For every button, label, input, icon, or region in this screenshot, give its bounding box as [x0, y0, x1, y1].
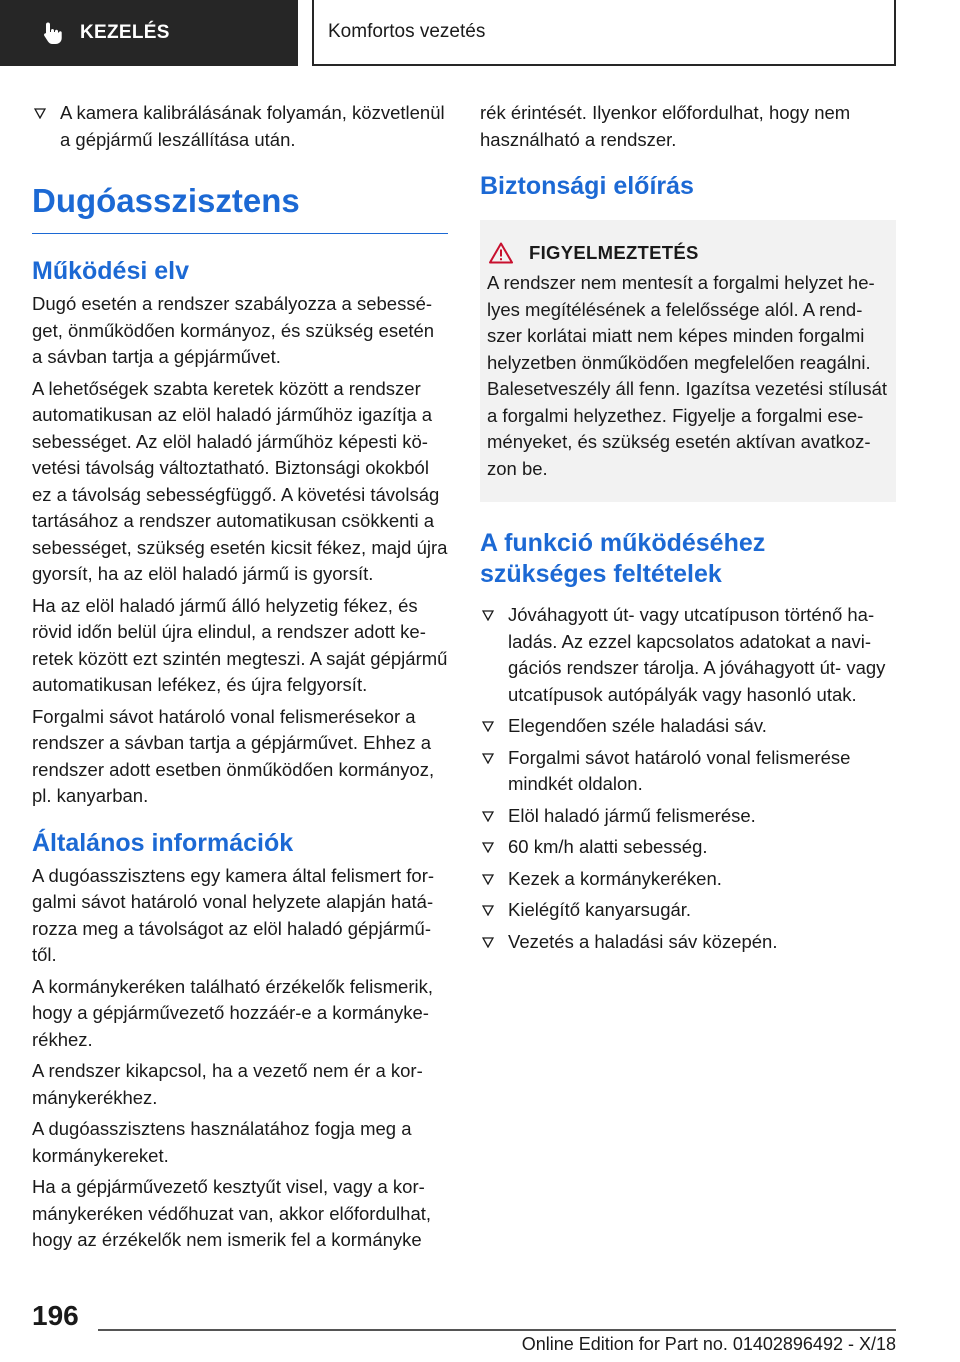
- paragraph: Dugó esetén a rendszer szabályozza a sebességet, önműködően kormányoz, és szükség esetén a sávban tartja a gépjárművet.: [32, 293, 435, 367]
- list-item: [480, 929, 896, 956]
- heading-safety: Biztonsági előírás: [480, 172, 694, 200]
- intro-list: [32, 100, 448, 153]
- paragraph: A lehetőségek szabta keretek között a rendszer automatikusan az elöl haladó járműhöz igazítja a sebességet. Az elöl haladó járműhöz képesti követési távolság változtatható. Biztonsági okokból ez a távolság sebességfüggő. A követési távolság tartásához a rendszer automatikusan csökkenti a sebességet, szükség esetén kicsit fékez, majd újra gyorsít, ha az elöl haladó jármű is gyorsít.: [32, 377, 448, 584]
- heading-principle: Működési elv: [32, 257, 189, 285]
- section-tab: [312, 0, 896, 66]
- page-header: [0, 0, 960, 66]
- right-column: [480, 100, 896, 960]
- triangle-bullet-icon: [482, 610, 494, 621]
- triangle-bullet-icon: [482, 874, 494, 885]
- list-item: [480, 897, 896, 924]
- list-item: [480, 713, 896, 740]
- warning-title: FIGYELMEZTETÉS: [529, 242, 699, 263]
- triangle-bullet-icon: [482, 721, 494, 732]
- triangle-bullet-icon: [34, 108, 46, 119]
- paragraph: Ha az elöl haladó jármű álló helyzetig fékez, és rövid időn belül újra elindul, a rendszer adott keretek között ezt szintén megteszi. A saját gépjármű automatikusan lefékez, és újra felgyorsít.: [32, 594, 448, 695]
- list-item-text: 60 km/h alatti sebesség.: [508, 836, 708, 857]
- conditions-list: [480, 602, 896, 955]
- paragraph: A dugóasszisztens használatához fogja meg a kormánykereket.: [32, 1118, 412, 1166]
- paragraph: A dugóasszisztens egy kamera által felismert forgalmi sávot határoló vonal helyzete alapján határozza meg a távolságot az elöl haladó gépjárműtől.: [32, 864, 435, 965]
- triangle-bullet-icon: [482, 753, 494, 764]
- section-label: Komfortos vezetés: [328, 21, 486, 42]
- footer-divider: [98, 1329, 896, 1331]
- heading-general: Általános információk: [32, 828, 294, 857]
- triangle-bullet-icon: [482, 842, 494, 853]
- list-item: [32, 100, 448, 153]
- left-column: [32, 100, 448, 1259]
- chapter-title: Dugóasszisztens: [32, 181, 448, 234]
- list-item: [480, 745, 896, 798]
- chapter-label: KEZELÉS: [80, 22, 170, 43]
- heading-conditions: A funkció működéséhez szükséges feltételek: [480, 529, 766, 588]
- list-item: [480, 866, 896, 893]
- paragraph: A kormánykeréken található érzékelők felismerik, hogy a gépjárművezető hozzáér-e a kormánykerékhez.: [32, 975, 434, 1050]
- list-item-text: A kamera kalibrálásának folyamán, közvetlenül a gépjármű leszállítása után.: [60, 102, 445, 150]
- paragraph: Ha a gépjárművezető kesztyűt visel, vagy a kormánykeréken védőhuzat van, akkor előfordulhat, hogy az érzékelők nem ismerik fel a kormányke: [32, 1176, 432, 1250]
- page-number: 196: [32, 1300, 79, 1331]
- warning-triangle-icon: [489, 242, 513, 264]
- list-item-text: Vezetés a haladási sáv közepén.: [508, 930, 778, 952]
- triangle-bullet-icon: [482, 937, 494, 948]
- list-item: [480, 803, 896, 830]
- paragraph-continued: rék érintését. Ilyenkor előfordulhat, hogy nem használható a rendszer.: [480, 102, 851, 150]
- list-item-text: Forgalmi sávot határoló vonal felismerése mindkét oldalon.: [508, 746, 851, 794]
- list-item-text: Kezek a kormánykeréken.: [508, 867, 722, 889]
- list-item-text: Kielégítő kanyarsugár.: [508, 899, 692, 920]
- warning-box: [480, 220, 896, 502]
- warning-text: A rendszer nem mentesít a forgalmi helyzet helyes megítélésének a felelőssége alól. A rendszer korlátai miatt nem képes minden forgalmi helyzetben önműködően megfelelően reagálni. Balesetveszély áll fenn. Igazítsa vezetési stílusát a forgalmi helyzethez. Figyelje a forgalmi eseményeket, és szükség esetén aktívan avatkozzon be.: [487, 272, 888, 479]
- chapter-tab: [0, 0, 298, 66]
- list-item: [480, 602, 896, 708]
- edition-text: Online Edition for Part no. 01402896492 - X/18: [521, 1334, 896, 1354]
- triangle-bullet-icon: [482, 811, 494, 822]
- triangle-bullet-icon: [482, 905, 494, 916]
- warning-header: [487, 242, 888, 264]
- list-item-text: Elegendően széle haladási sáv.: [508, 715, 767, 736]
- list-item-text: Elöl haladó jármű felismerése.: [508, 804, 756, 826]
- paragraph: A rendszer kikapcsol, ha a vezető nem ér a kormánykerékhez.: [32, 1060, 423, 1108]
- hand-icon: [40, 20, 66, 46]
- paragraph: Forgalmi sávot határoló vonal felismerésekor a rendszer a sávban tartja a gépjárművet. Ehhez a rendszer adott esetben önműködően kormányoz, pl. kanyarban.: [32, 705, 435, 806]
- list-item: [480, 834, 896, 861]
- list-item-text: Jóváhagyott út- vagy utcatípuson történő haladás. Az ezzel kapcsolatos adatokat a navigációs rendszer tárolja. A jóváhagyott út- vagy utcatípusok autópályák vagy hasonló utak.: [508, 604, 886, 705]
